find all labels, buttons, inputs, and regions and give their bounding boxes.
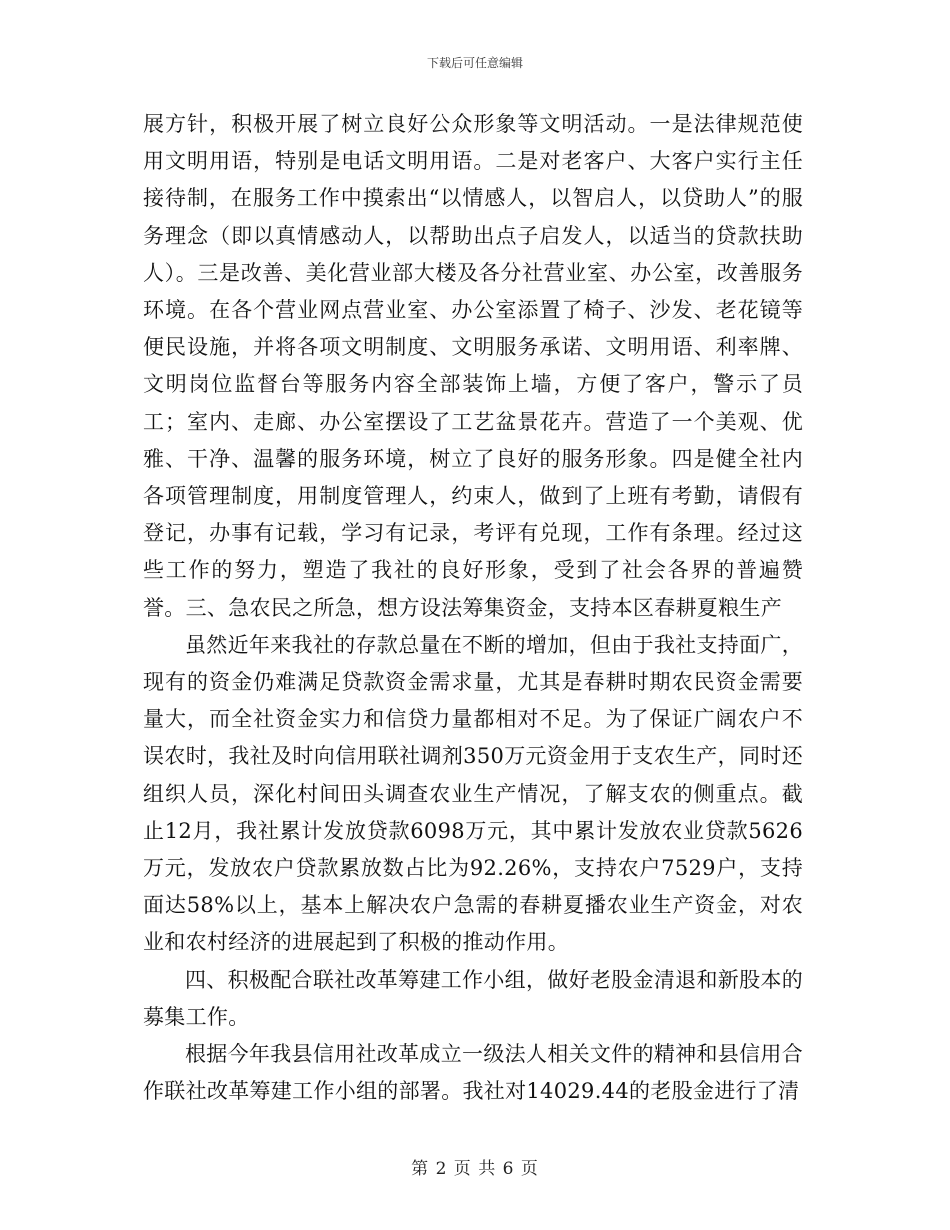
paragraph: 四、积极配合联社改革筹建工作小组，做好老股金清退和新股本的募集工作。 xyxy=(143,967,803,1029)
page-header: 下载后可任意编辑 xyxy=(426,56,523,70)
paragraph: 根据今年我县信用社改革成立一级法人相关文件的精神和县信用合作联社改革筹建工作小组的部署。我社对14029.44的老股金进行了清 xyxy=(143,1042,803,1104)
paragraph: 展方针，积极开展了树立良好公众形象等文明活动。一是法律规范使用文明用语，特别是电话文明用语。二是对老客户、大客户实行主任接待制，在服务工作中摸索出“以情感人，以智启人，以贷助人”的服务理念（即以真情感动人，以帮助出点子启发人，以适当的贷款扶助人）。三是改善、美化营业部大楼及各分社营业室、办公室，改善服务环境。在各个营业网点营业室、办公室添置了椅子、沙发、老花镜等便民设施，并将各项文明制度、文明服务承诺、文明用语、利率牌、文明岗位监督台等服务内容全部装饰上墙，方便了客户，警示了员工；室内、走廊、办公室摆设了工艺盆景花卉。营造了一个美观、优雅、干净、温馨的服务环境，树立了良好的服务形象。四是健全社内各项管理制度，用制度管理人，约束人，做到了上班有考勤，请假有登记，办事有记载，学习有记录，考评有兑现，工作有条理。经过这些工作的努力，塑造了我社的良好形象，受到了社会各界的普遍赞誉。三、急农民之所急，想方设法筹集资金，支持本区春耕夏粮生产 xyxy=(143,112,803,620)
page-number: 第 2 页 共 6 页 xyxy=(411,1159,539,1179)
paragraph: 虽然近年来我社的存款总量在不断的增加，但由于我社支持面广，现有的资金仍难满足贷款资金需求量，尤其是春耕时期农民资金需要量大，而全社资金实力和信贷力量都相对不足。为了保证广阔农户不误农时，我社及时向信用联社调剂350万元资金用于支农生产，同时还组织人员，深化村间田头调查农业生产情况，了解支农的侧重点。截止12月，我社累计发放贷款6098万元，其中累计发放农业贷款5626万元，发放农户贷款累放数占比为92.26%，支持农户7529户，支持面达58%以上，基本上解决农户急需的春耕夏播农业生产资金，对农业和农村经济的进展起到了积极的推动作用。 xyxy=(143,632,803,955)
document-body xyxy=(143,106,803,1110)
